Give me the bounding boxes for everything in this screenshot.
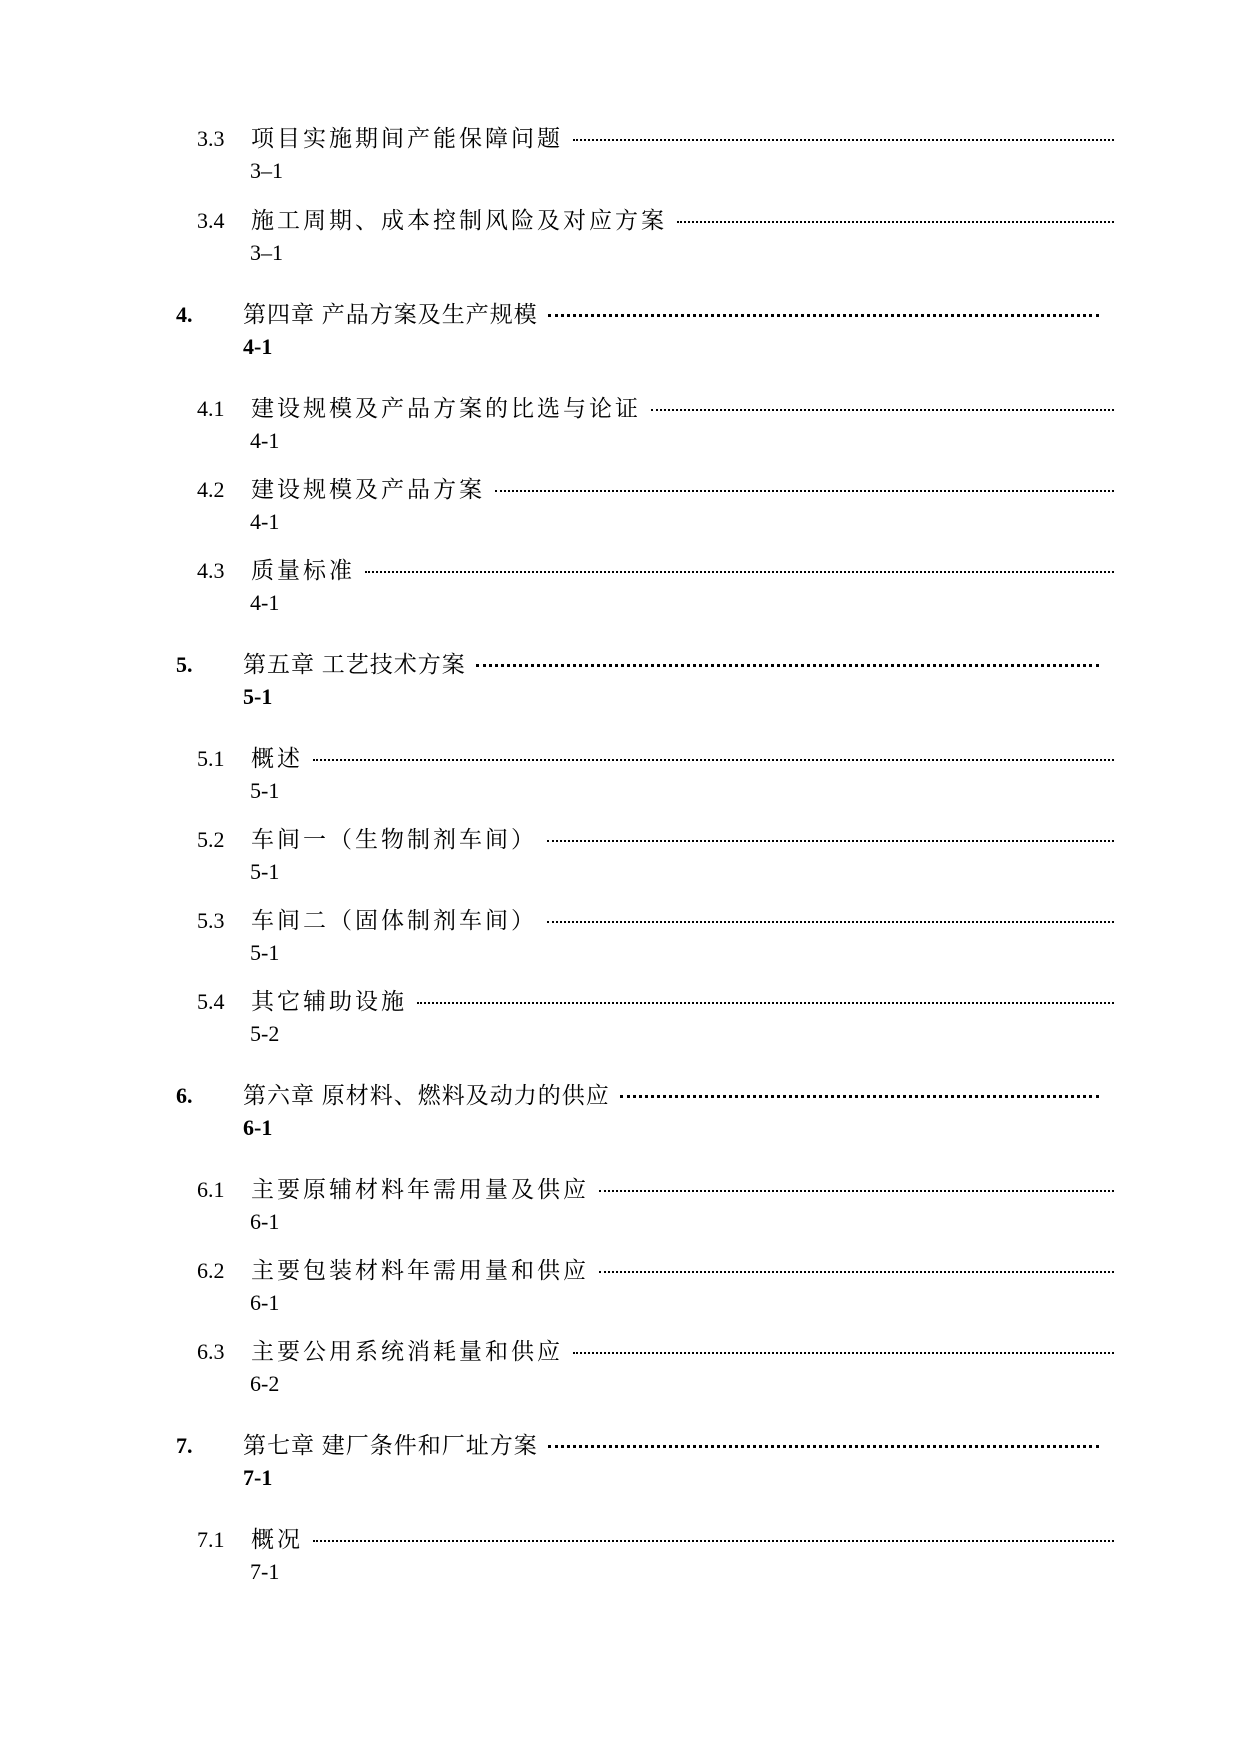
toc-number: 6. — [176, 1083, 193, 1108]
toc-number: 6.3 — [197, 1339, 225, 1364]
toc-title: 建设规模及产品方案 — [251, 477, 485, 502]
toc-title: 施工周期、成本控制风险及对应方案 — [251, 208, 667, 233]
toc-number: 5.1 — [197, 746, 225, 771]
toc-page-number: 5-1 — [250, 859, 280, 884]
dot-leader — [313, 759, 1114, 761]
toc-page-number: 5-1 — [243, 684, 273, 709]
toc-page-number: 6-1 — [243, 1115, 273, 1140]
dot-leader — [677, 221, 1114, 223]
toc-entry-5-2[interactable] — [0, 825, 1240, 897]
dot-leader — [620, 1095, 1099, 1098]
toc-entry-6-3[interactable] — [0, 1337, 1240, 1409]
toc-page-number: 4-1 — [250, 428, 280, 453]
toc-number: 3.4 — [197, 208, 225, 233]
dot-leader — [573, 139, 1114, 141]
toc-entry-4-2[interactable] — [0, 475, 1240, 547]
dot-leader — [495, 490, 1114, 492]
toc-number: 4.1 — [197, 396, 225, 421]
toc-chapter-4[interactable] — [0, 300, 1240, 372]
dot-leader — [547, 840, 1114, 842]
dot-leader — [651, 409, 1114, 411]
toc-entry-6-1[interactable] — [0, 1175, 1240, 1247]
toc-title: 车间二（固体制剂车间） — [251, 908, 537, 933]
toc-number: 7. — [176, 1433, 193, 1458]
dot-leader — [599, 1190, 1114, 1192]
dot-leader — [548, 314, 1099, 317]
toc-page-number: 4-1 — [250, 590, 280, 615]
toc-page-number: 6-2 — [250, 1371, 280, 1396]
dot-leader — [313, 1540, 1114, 1542]
toc-page-number: 4-1 — [250, 509, 280, 534]
toc-number: 4.3 — [197, 558, 225, 583]
toc-title: 概况 — [251, 1527, 303, 1552]
toc-title: 第六章 原材料、燃料及动力的供应 — [243, 1083, 610, 1108]
dot-leader — [476, 664, 1099, 667]
toc-title: 主要公用系统消耗量和供应 — [251, 1339, 563, 1364]
toc-entry-7-1[interactable] — [0, 1525, 1240, 1597]
dot-leader — [547, 921, 1114, 923]
toc-page-number: 5-1 — [250, 940, 280, 965]
toc-title: 质量标准 — [251, 558, 355, 583]
toc-entry-5-4[interactable] — [0, 987, 1240, 1059]
toc-title: 建设规模及产品方案的比选与论证 — [251, 396, 641, 421]
toc-entry-5-1[interactable] — [0, 744, 1240, 816]
toc-title: 第五章 工艺技术方案 — [243, 652, 466, 677]
toc-entry-6-2[interactable] — [0, 1256, 1240, 1328]
toc-entry-4-1[interactable] — [0, 394, 1240, 466]
toc-page-number: 7-1 — [250, 1559, 280, 1584]
toc-page-number: 3–1 — [250, 240, 283, 265]
toc-title: 概述 — [251, 746, 303, 771]
toc-number: 4. — [176, 302, 193, 327]
dot-leader — [417, 1002, 1114, 1004]
dot-leader — [599, 1271, 1114, 1273]
toc-chapter-7[interactable] — [0, 1431, 1240, 1503]
toc-page-number: 4-1 — [243, 334, 273, 359]
toc-number: 5.3 — [197, 908, 225, 933]
toc-title: 车间一（生物制剂车间） — [251, 827, 537, 852]
dot-leader — [573, 1352, 1114, 1354]
dot-leader — [365, 571, 1114, 573]
toc-title: 其它辅助设施 — [251, 989, 407, 1014]
toc-number: 5. — [176, 652, 193, 677]
toc-title: 项目实施期间产能保障问题 — [251, 126, 563, 151]
dot-leader — [548, 1445, 1099, 1448]
toc-number: 4.2 — [197, 477, 225, 502]
toc-page-number: 6-1 — [250, 1290, 280, 1315]
toc-title: 第四章 产品方案及生产规模 — [243, 302, 538, 327]
toc-entry-5-3[interactable] — [0, 906, 1240, 978]
toc-chapter-5[interactable] — [0, 650, 1240, 722]
toc-page-number: 5-1 — [250, 778, 280, 803]
toc-entry-4-3[interactable] — [0, 556, 1240, 628]
toc-number: 6.2 — [197, 1258, 225, 1283]
toc-page-number: 3–1 — [250, 158, 283, 183]
toc-number: 6.1 — [197, 1177, 225, 1202]
toc-page-number: 6-1 — [250, 1209, 280, 1234]
toc-title: 主要原辅材料年需用量及供应 — [251, 1177, 589, 1202]
toc-entry-3-4[interactable] — [0, 206, 1240, 278]
toc-entry-3-3[interactable] — [0, 124, 1240, 196]
toc-title: 主要包装材料年需用量和供应 — [251, 1258, 589, 1283]
toc-chapter-6[interactable] — [0, 1081, 1240, 1153]
toc-number: 5.4 — [197, 989, 225, 1014]
toc-number: 7.1 — [197, 1527, 225, 1552]
toc-page-number: 7-1 — [243, 1465, 273, 1490]
toc-number: 5.2 — [197, 827, 225, 852]
toc-page-number: 5-2 — [250, 1021, 280, 1046]
toc-title: 第七章 建厂条件和厂址方案 — [243, 1433, 538, 1458]
toc-number: 3.3 — [197, 126, 225, 151]
